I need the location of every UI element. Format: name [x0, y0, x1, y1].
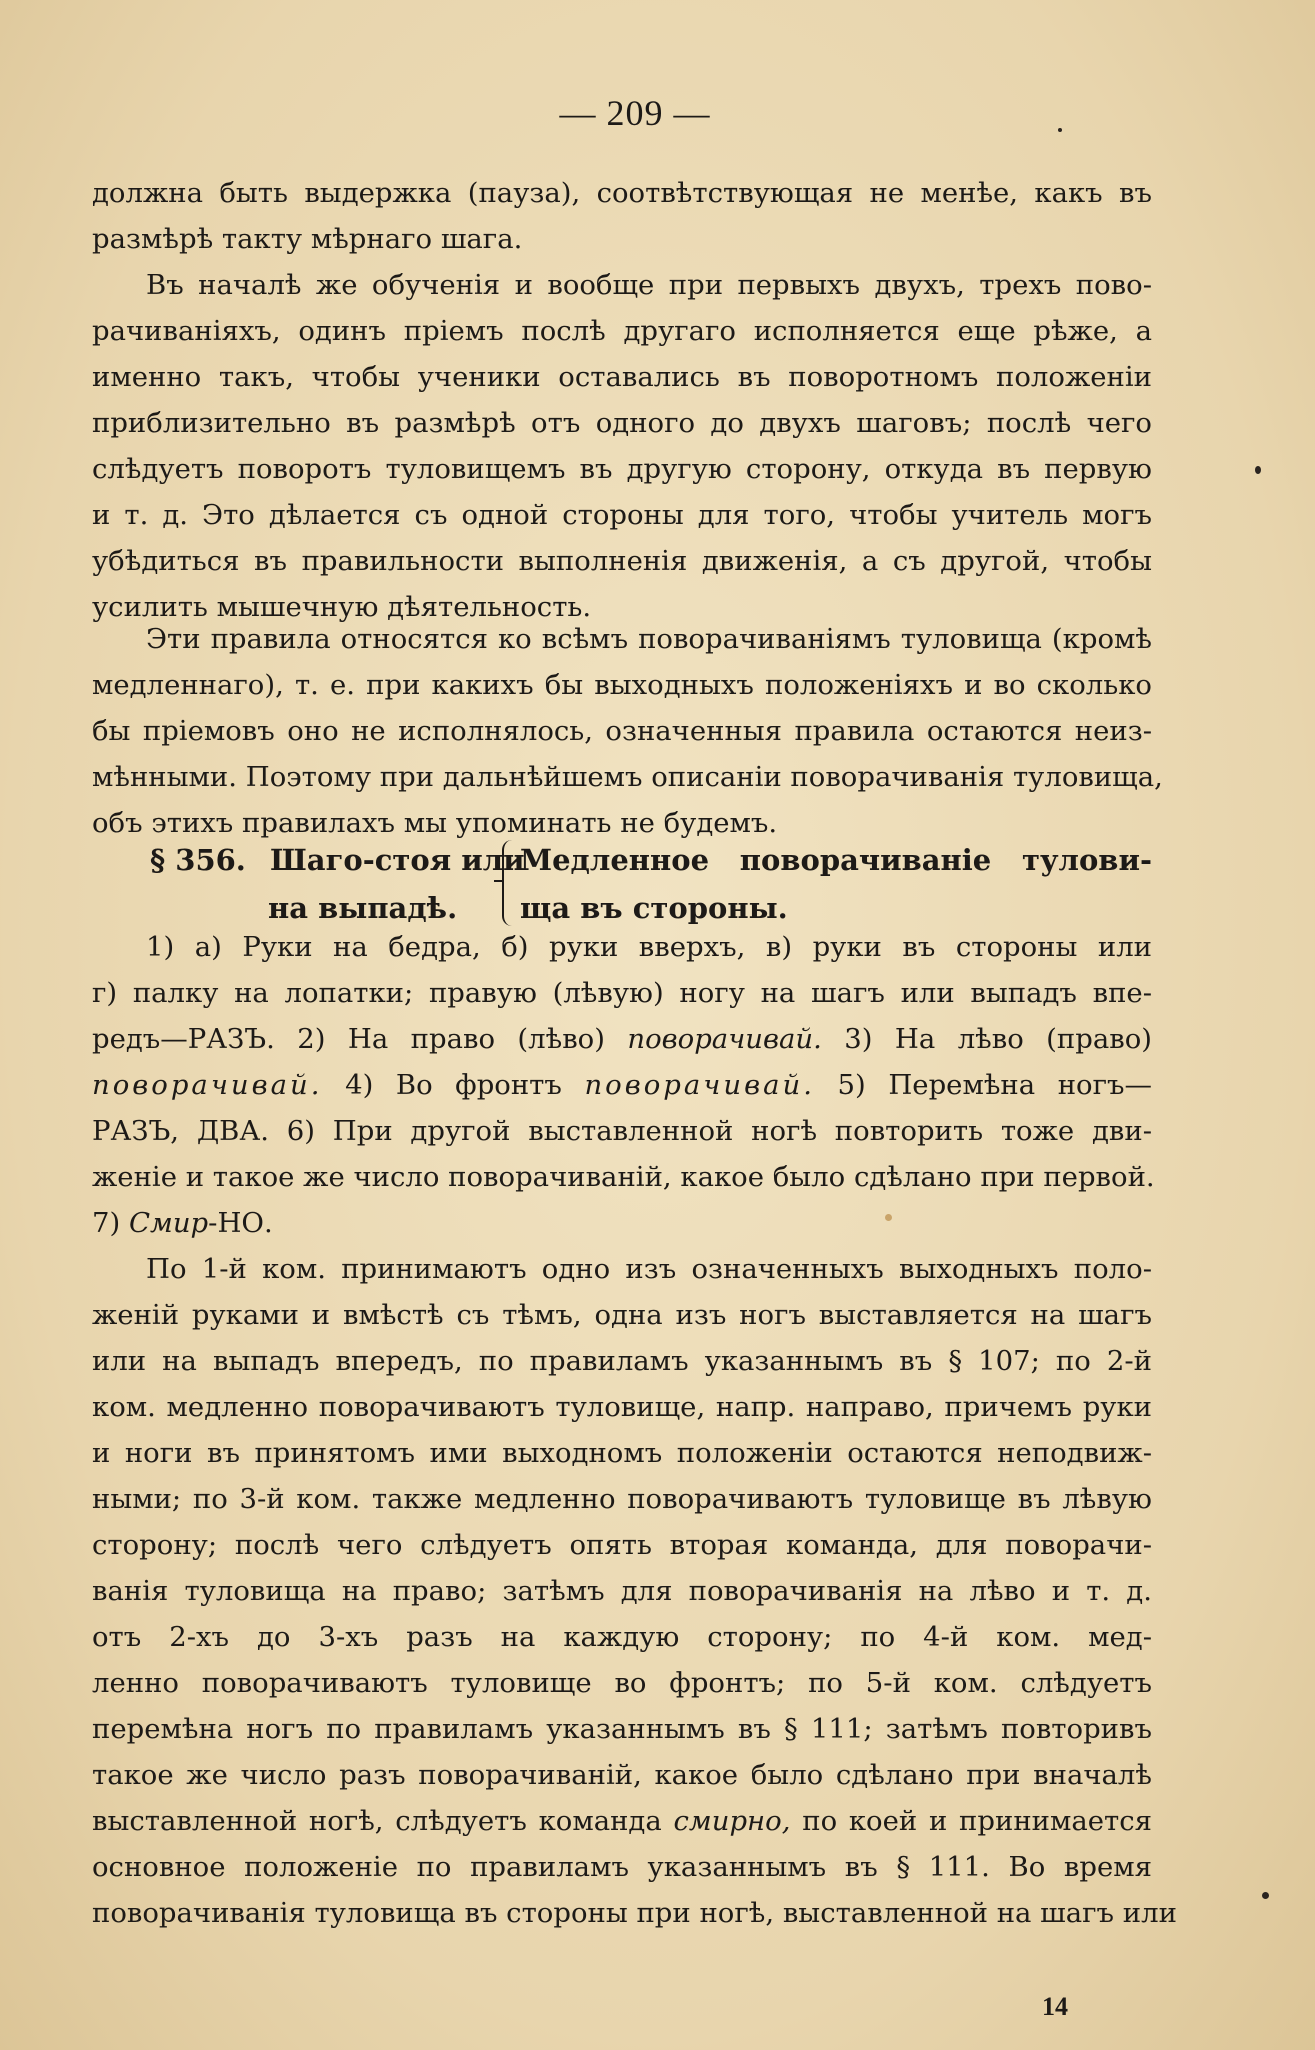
paragraph-2 [92, 262, 1152, 630]
text-line: Эти правила относятся ко всѣмъ поворачиваніямъ туловища (кромѣ [146, 623, 1152, 655]
section-left-line [150, 836, 525, 884]
text-line [92, 1016, 1152, 1062]
text-span: редъ—РАЗЪ. 2) На право (лѣво) [92, 1023, 605, 1055]
text-line: именно такъ, чтобы ученики оставались въ поворотномъ положеніи [92, 361, 1152, 393]
print-speck [885, 1214, 892, 1221]
text-line: женій руками и вмѣстѣ съ тѣмъ, одна изъ ногъ выставляется на шагъ [92, 1299, 1152, 1331]
brace-mark [502, 840, 516, 926]
text-line [92, 1062, 1152, 1108]
print-speck [1058, 128, 1062, 132]
section-left-title: Шаго-стоя или [270, 843, 525, 877]
section-right [520, 836, 1152, 932]
text-line: размѣрѣ такту мѣрнаго шага. [92, 223, 523, 255]
text-span: 7) [92, 1207, 121, 1239]
text-line: По 1-й ком. принимаютъ одно изъ означенныхъ выходныхъ поло- [146, 1253, 1152, 1285]
text-line: приблизительно въ размѣрѣ отъ одного до двухъ шаговъ; послѣ чего [92, 407, 1152, 439]
text-span: 5) Перемѣна ногъ— [837, 1069, 1152, 1101]
signature-mark: 14 [1042, 1992, 1068, 2021]
text-line: слѣдуетъ поворотъ туловищемъ въ другую сторону, откуда въ первую [92, 453, 1152, 485]
section-left [150, 836, 525, 932]
text-line: медленнаго), т. е. при какихъ бы выходныхъ положеніяхъ и во сколько [92, 669, 1152, 701]
text-line: мѣнными. Поэтому при дальнѣйшемъ описаніи поворачиванія туловища, [92, 761, 1163, 793]
text-line: женіе и такое же число поворачиваній, какое было сдѣлано при первой. [92, 1161, 1155, 1193]
text-line: или на выпадъ впередъ, по правиламъ указаннымъ въ § 107; по 2-й [92, 1345, 1152, 1377]
section-right-line-1: Медленное поворачиваніе тулови- [520, 843, 1152, 877]
section-heading [92, 836, 1152, 936]
text-line: отъ 2-хъ до 3-хъ разъ на каждую сторону; по 4-й ком. мед- [92, 1621, 1152, 1653]
text-span: 3) На лѣво (право) [844, 1023, 1153, 1055]
text-span: 4) Во фронтъ [345, 1069, 562, 1101]
command-italic: смирно, [673, 1805, 791, 1837]
text-span: по коей и принимается [802, 1805, 1152, 1837]
command-italic: поворачивай. [627, 1023, 822, 1055]
text-line: Въ началѣ же обученія и вообще при первыхъ двухъ, трехъ пово- [146, 269, 1152, 301]
text-line: и т. д. Это дѣлается съ одной стороны для того, чтобы учитель могъ [92, 499, 1152, 531]
print-speck [1262, 1892, 1269, 1899]
paragraph-explanation [92, 1246, 1177, 1936]
text-line: рачиваніяхъ, одинъ пріемъ послѣ другаго исполняется еще рѣже, а [92, 315, 1152, 347]
text-line: перемѣна ногъ по правиламъ указаннымъ въ § 111; затѣмъ повторивъ [92, 1713, 1152, 1745]
command-italic: Смир [128, 1207, 209, 1239]
command-italic: поворачивай. [92, 1069, 323, 1101]
text-line: такое же число разъ поворачиваній, какое было сдѣлано при вначалѣ [92, 1759, 1152, 1791]
text-line: должна быть выдержка (пауза), соотвѣтствующая не менѣе, какъ въ [92, 177, 1152, 209]
text-line: и ноги въ принятомъ ими выходномъ положеніи остаются неподвиж- [92, 1437, 1152, 1469]
text-line: 1) а) Руки на бедра, б) руки вверхъ, в) руки въ стороны или [146, 931, 1152, 963]
text-line: ленно поворачиваютъ туловище во фронтъ; по 5-й ком. слѣдуетъ [92, 1667, 1152, 1699]
text-line: ком. медленно поворачиваютъ туловище, напр. направо, причемъ руки [92, 1391, 1152, 1423]
text-line [92, 1798, 1152, 1844]
print-speck [1255, 466, 1261, 474]
text-span: -НО. [208, 1207, 273, 1239]
text-line: РАЗЪ, ДВА. 6) При другой выставленной ногѣ повторить тоже дви- [92, 1115, 1152, 1147]
command-italic: поворачивай. [584, 1069, 815, 1101]
text-line: объ этихъ правилахъ мы упоминать не будемъ. [92, 807, 778, 839]
section-right-line-2: ща въ стороны. [520, 891, 788, 925]
text-line: г) палку на лопатки; правую (лѣвую) ногу на шагъ или выпадъ впе- [92, 977, 1152, 1009]
page-number: — 209 — [559, 93, 711, 133]
text-line: сторону; послѣ чего слѣдуетъ опять вторая команда, для поворачи- [92, 1529, 1152, 1561]
paragraph-1 [92, 170, 1152, 262]
text-line: убѣдиться въ правильности выполненія движенія, а съ другой, чтобы [92, 545, 1152, 577]
text-line: ванія туловища на право; затѣмъ для поворачиванія на лѣво и т. д. [92, 1575, 1152, 1607]
section-left-line-2: на выпадѣ. [268, 891, 458, 925]
text-span: выставленной ногѣ, слѣдуетъ команда [92, 1805, 662, 1837]
text-line: поворачиванія туловища въ стороны при ногѣ, выставленной на шагъ или [92, 1897, 1177, 1929]
text-line: ными; по 3-й ком. также медленно поворачиваютъ туловище въ лѣвую [92, 1483, 1152, 1515]
paragraph-3 [92, 616, 1163, 846]
text-line: бы пріемовъ оно не исполнялось, означенныя правила остаются неиз- [92, 715, 1152, 747]
text-line [92, 1200, 1152, 1246]
text-line: основное положеніе по правиламъ указаннымъ въ § 111. Во время [92, 1851, 1152, 1883]
text-line: усилить мышечную дѣятельность. [92, 591, 592, 623]
paragraph-commands [92, 924, 1155, 1246]
section-number: § 356. [150, 843, 246, 877]
